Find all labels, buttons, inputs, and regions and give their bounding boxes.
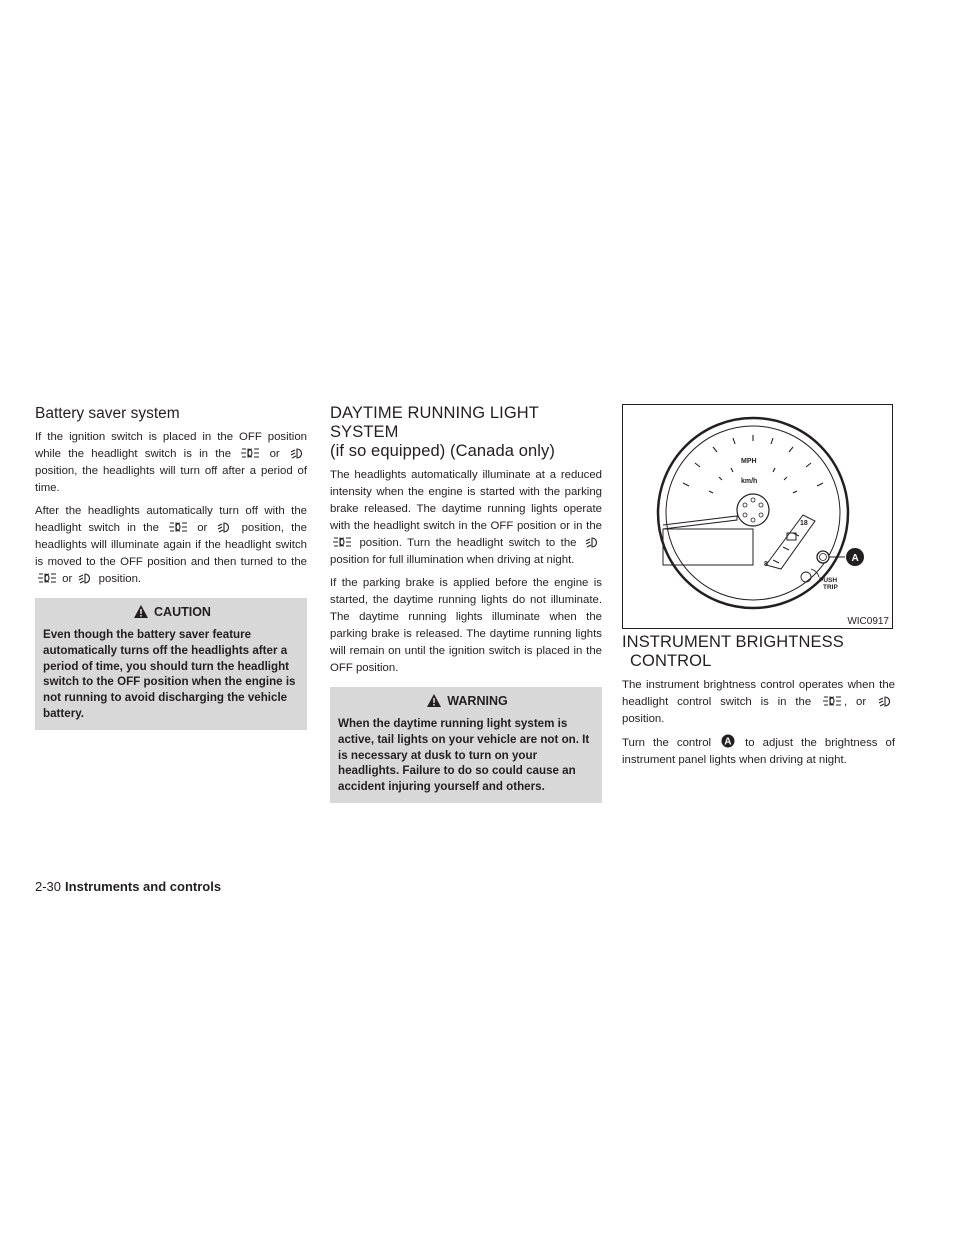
- caution-title: CAUTION: [154, 604, 211, 619]
- warning-header: [338, 693, 594, 708]
- headlight-icon: [216, 521, 232, 533]
- brightness-paragraph-1: The instrument brightness control operates when the headlight control switch is in the , or position.: [622, 679, 895, 725]
- right-column: [622, 404, 895, 775]
- gauge-8-label: 8: [764, 561, 768, 568]
- battery-saver-paragraph-1: If the ignition switch is placed in the OFF position while the headlight switch is in the or position, the headlights will turn off after a period of time.: [35, 431, 307, 494]
- parking-light-icon: [37, 572, 57, 584]
- figure-label: WIC0917: [847, 616, 889, 627]
- trip-label: TRIP: [823, 584, 838, 591]
- caution-box: [35, 598, 307, 730]
- caution-text: Even though the battery saver feature automatically turns off the headlights after a period of time, you should turn the headlight switch to the OFF position when the engine is not running to avoid discharging the vehicle battery.: [43, 628, 296, 720]
- parking-light-icon: [168, 521, 188, 533]
- drl-heading: DAYTIME RUNNING LIGHT SYSTEM (if so equipped) (Canada only): [330, 404, 555, 460]
- page-number: 2-30: [35, 879, 62, 894]
- drl-paragraph-1: The headlights automatically illuminate at a reduced intensity when the engine is started with the parking brake released. The daytime running lights operate with the headlight switch in the OFF position or in the position. Turn the headlight switch to the position for full illumination when driving at night.: [330, 469, 602, 566]
- battery-saver-heading: Battery saver system: [35, 405, 180, 422]
- warning-title: WARNING: [447, 693, 508, 708]
- callout-a-label: A: [851, 553, 859, 564]
- warning-text: When the daytime running light system is active, tail lights on your vehicle are not on. It is necessary at dusk to turn on your headlights. Failure to do so could cause an accident injuring yourself and others.: [338, 717, 590, 794]
- caution-header: [43, 604, 299, 619]
- drl-paragraph-2: If the parking brake is applied before the engine is started, the daytime running lights do not illuminate. The daytime running lights illuminate when the parking brake is released. The daytime running lights will remain on until the ignition switch is placed in the OFF position.: [330, 577, 602, 674]
- kmh-label: km/h: [741, 478, 758, 485]
- page-footer: [35, 879, 221, 894]
- mph-label: MPH: [741, 458, 757, 465]
- circled-letter-icon: [721, 734, 735, 748]
- battery-saver-paragraph-2: After the headlights automatically turn off with the headlight switch in the or position, the headlights will illuminate again if the headlight switch is moved to the OFF position and then turned to the or position.: [35, 505, 307, 585]
- speedometer-figure: [622, 404, 893, 629]
- headlight-icon: [877, 695, 893, 707]
- parking-light-icon: [822, 695, 842, 707]
- speedometer-illustration: [623, 405, 894, 630]
- brightness-heading: INSTRUMENT BRIGHTNESS CONTROL: [622, 633, 844, 670]
- middle-column: [330, 404, 602, 803]
- section-title: Instruments and controls: [65, 879, 222, 894]
- headlight-icon: [289, 447, 305, 459]
- svg-text:A: A: [724, 736, 732, 748]
- push-label: PUSH: [819, 577, 838, 584]
- gauge-18-label: 18: [800, 520, 808, 527]
- brightness-paragraph-2: Turn the control A to adjust the brightness of instrument panel lights when driving at night.: [622, 734, 895, 769]
- parking-light-icon: [240, 447, 260, 459]
- parking-light-icon: [332, 536, 352, 548]
- warning-triangle-icon: [133, 604, 149, 619]
- warning-box: [330, 687, 602, 803]
- headlight-icon: [77, 572, 93, 584]
- warning-triangle-icon: [426, 693, 442, 708]
- headlight-icon: [584, 536, 600, 548]
- left-column: [35, 404, 307, 730]
